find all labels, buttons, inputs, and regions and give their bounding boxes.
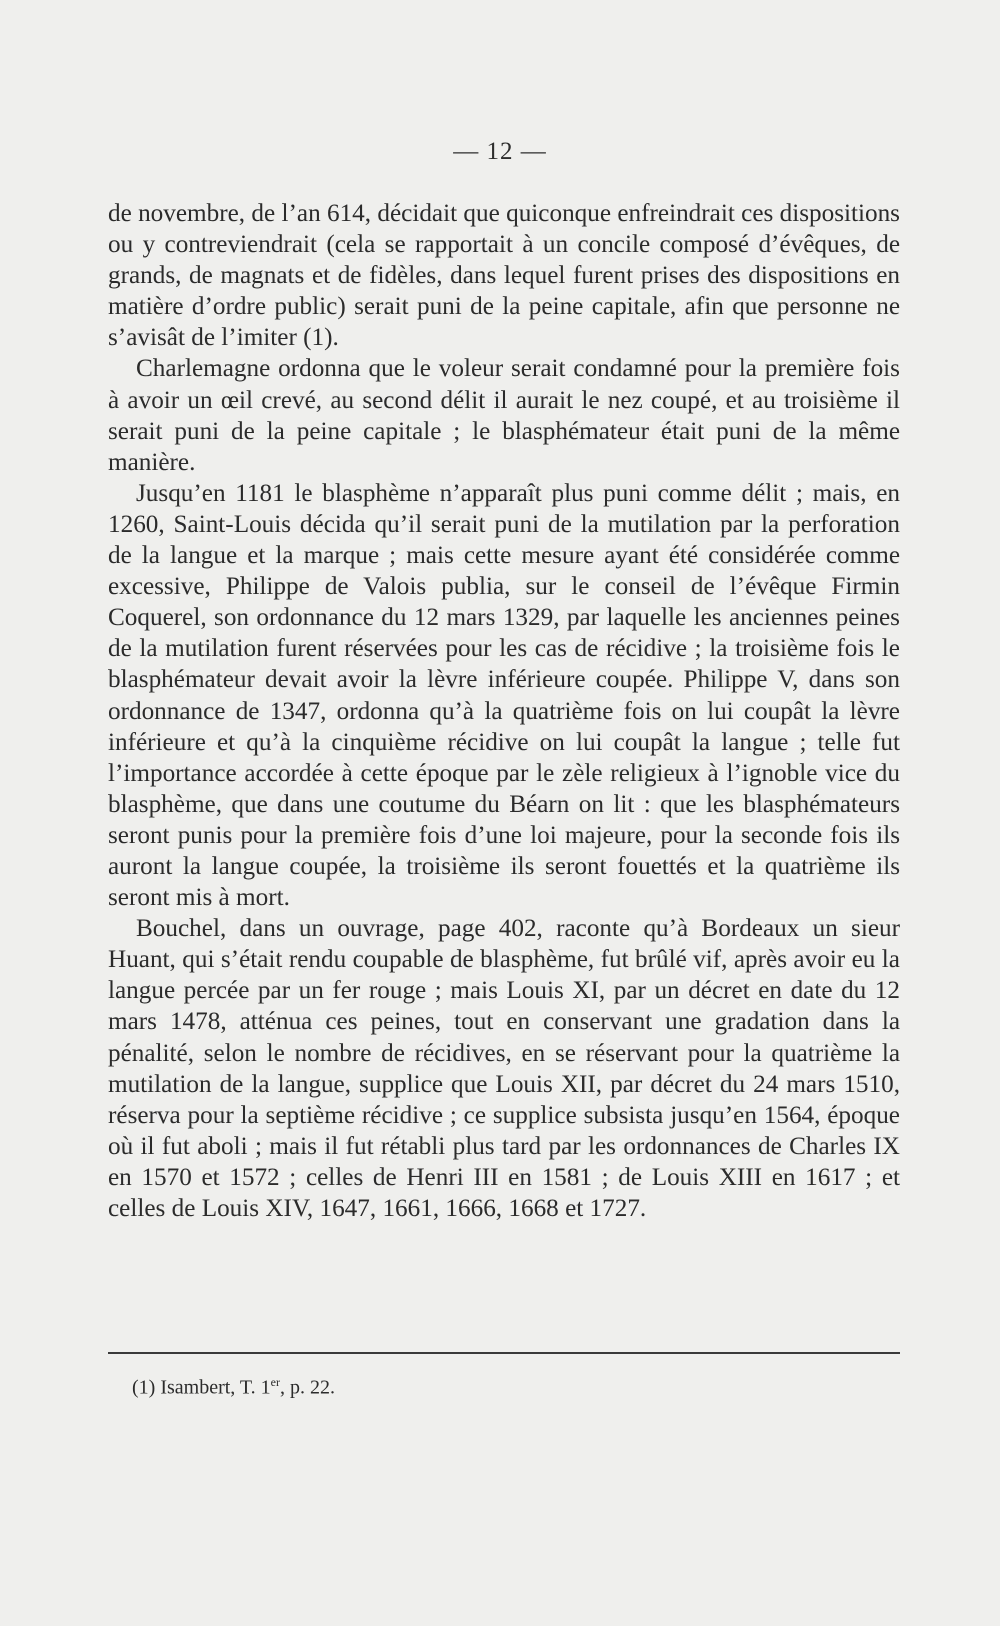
body-text — [108, 198, 900, 1224]
footnote-suffix: , p. 22. — [280, 1376, 335, 1399]
footnote-text: (1) Isambert, T. 1 — [132, 1376, 271, 1399]
paragraph-4: Bouchel, dans un ouvrage, page 402, raconte qu’à Bordeaux un sieur Huant, qui s’était rendu coupable de blasphème, fut brûlé vif, après avoir eu la langue percée par un fer rouge ; mais Louis XI, par un décret en date du 12 mars 1478, atténua ces peines, tout en conservant une gradation dans la pénalité, selon le nombre de récidives, en se réservant pour la quatrième la mutilation de la langue, supplice que Louis XII, par décret du 24 mars 1510, réserva pour la septième récidive ; ce supplice subsista jusqu’en 1564, époque où il fut aboli ; mais il fut rétabli plus tard par les ordonnances de Charles IX en 1570 et 1572 ; celles de Henri III en 1581 ; de Louis XIII en 1617 ; et celles de Louis XIV, 1647, 1661, 1666, 1668 et 1727. — [108, 915, 900, 1222]
page-number: — 12 — — [453, 138, 547, 165]
footnote — [132, 1375, 335, 1400]
paragraph-1: de novembre, de l’an 614, décidait que quiconque enfreindrait ces dispositions ou y contreviendrait (cela se rapportait à un concile composé d’évêques, de grands, de magnats et de fidèles, dans lequel furent prises des dispositions en matière d’ordre public) serait puni de la peine capitale, afin que personne ne s’avisât de l’imiter (1). — [108, 200, 900, 352]
paragraph-2: Charlemagne ordonna que le voleur serait condamné pour la première fois à avoir un œil crevé, au second délit il aurait le nez coupé, et au troisième il serait puni de la peine capitale ; le blasphémateur était puni de la même manière. — [108, 355, 900, 476]
paragraph-3: Jusqu’en 1181 le blasphème n’apparaît plus puni comme délit ; mais, en 1260, Saint-Louis décida qu’il serait puni de la mutilation par la perforation de la langue et la marque ; mais cette mesure ayant été considérée comme excessive, Philippe de Valois publia, sur le conseil de l’évêque Firmin Coquerel, son ordonnance du 12 mars 1329, par laquelle les anciennes peines de la mutilation furent réservées pour les cas de récidive ; la troisième fois le blasphémateur devait avoir la lèvre inférieure coupée. Philippe V, dans son ordonnance de 1347, ordonna qu’à la quatrième fois on lui coupât la lèvre inférieure et qu’à la cinquième récidive on lui coupât la langue ; telle fut l’importance accordée à cette époque par le zèle religieux à l’ignoble vice du blasphème, que dans une coutume du Béarn on lit : que les blasphémateurs seront punis pour la première fois d’une loi majeure, pour la seconde fois ils auront la langue coupée, la troisième ils seront fouettés et la quatrième ils seront mis à mort. — [108, 479, 900, 912]
footnote-separator — [108, 1352, 900, 1354]
footnote-superscript: er — [270, 1375, 280, 1389]
